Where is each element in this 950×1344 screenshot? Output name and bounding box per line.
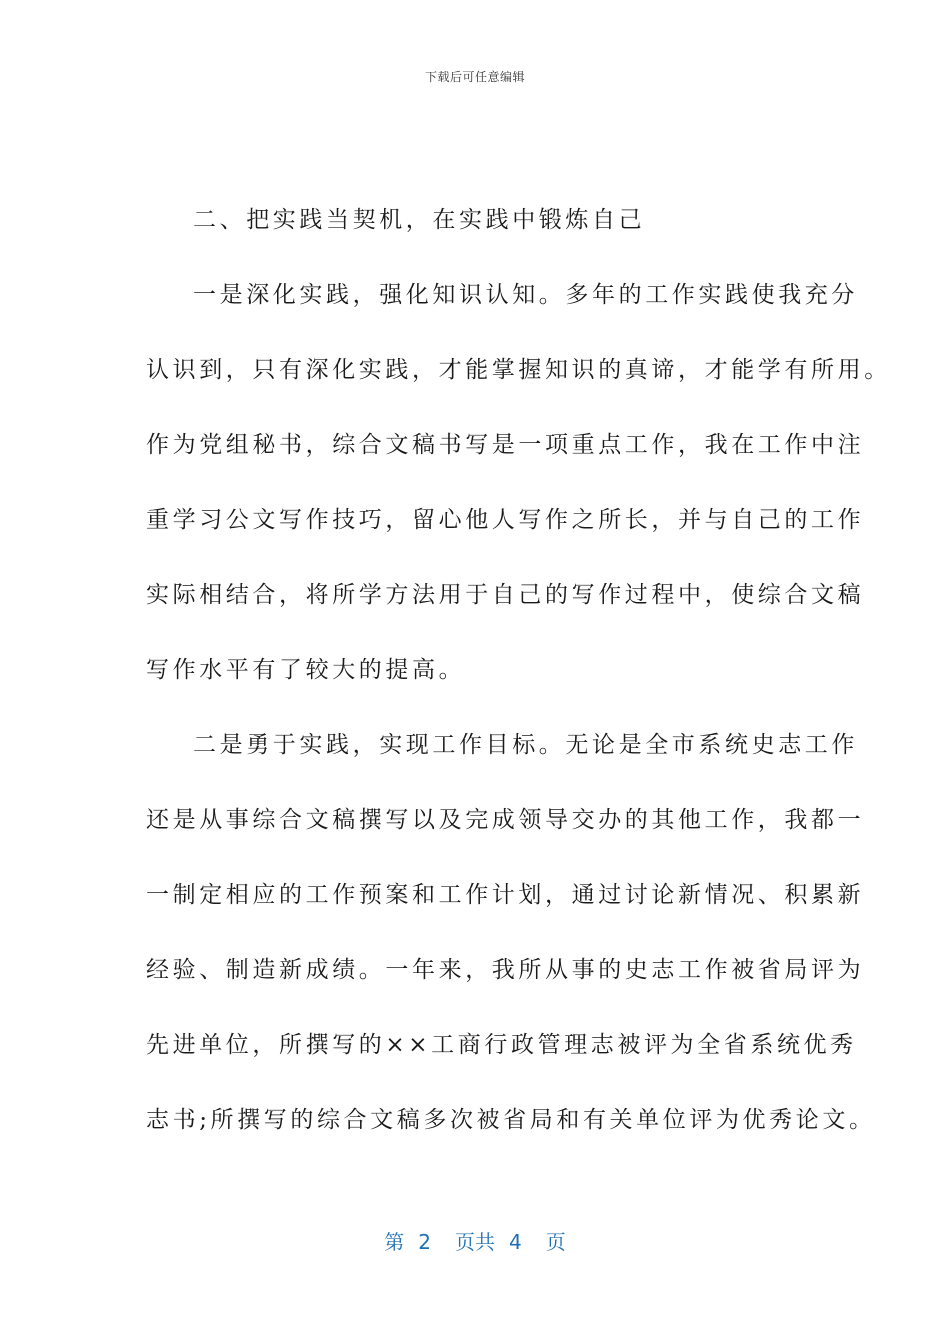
paragraph-2-line-4: 经验、制造新成绩。一年来，我所从事的史志工作被省局评为: [146, 957, 865, 983]
paragraph-1-line-4: 重学习公文写作技巧，留心他人写作之所长，并与自己的工作: [146, 507, 865, 533]
paragraph-2-line-6: 志书;所撰写的综合文稿多次被省局和有关单位评为优秀论文。: [146, 1107, 876, 1133]
paragraph-1-line-6: 写作水平有了较大的提高。: [146, 657, 466, 683]
footer-middle: 页共: [455, 1230, 495, 1254]
section-heading: 二、把实践当契机，在实践中锻炼自己: [193, 207, 646, 233]
paragraph-2-line-1: 二是勇于实践，实现工作目标。无论是全市系统史志工作: [193, 732, 858, 758]
paragraph-2-line-5: 先进单位，所撰写的××工商行政管理志被评为全省系统优秀: [146, 1032, 857, 1058]
paragraph-2-line-3: 一制定相应的工作预案和工作计划，通过讨论新情况、积累新: [146, 882, 865, 908]
paragraph-1-line-1: 一是深化实践，强化知识认知。多年的工作实践使我充分: [193, 282, 858, 308]
paragraph-2-line-2: 还是从事综合文稿撰写以及完成领导交办的其他工作，我都一: [146, 807, 865, 833]
current-page-number: 2: [418, 1230, 431, 1254]
footer-suffix: 页: [545, 1230, 566, 1254]
header-note: 下载后可任意编辑: [424, 70, 525, 84]
total-pages-number: 4: [509, 1230, 522, 1254]
footer-prefix: 第: [384, 1230, 405, 1254]
paragraph-1-line-5: 实际相结合，将所学方法用于自己的写作过程中，使综合文稿: [146, 582, 865, 608]
paragraph-1-line-2: 认识到，只有深化实践，才能掌握知识的真谛，才能学有所用。: [146, 357, 891, 383]
page-number-footer: [0, 1226, 950, 1255]
paragraph-1-line-3: 作为党组秘书，综合文稿书写是一项重点工作，我在工作中注: [146, 432, 865, 458]
